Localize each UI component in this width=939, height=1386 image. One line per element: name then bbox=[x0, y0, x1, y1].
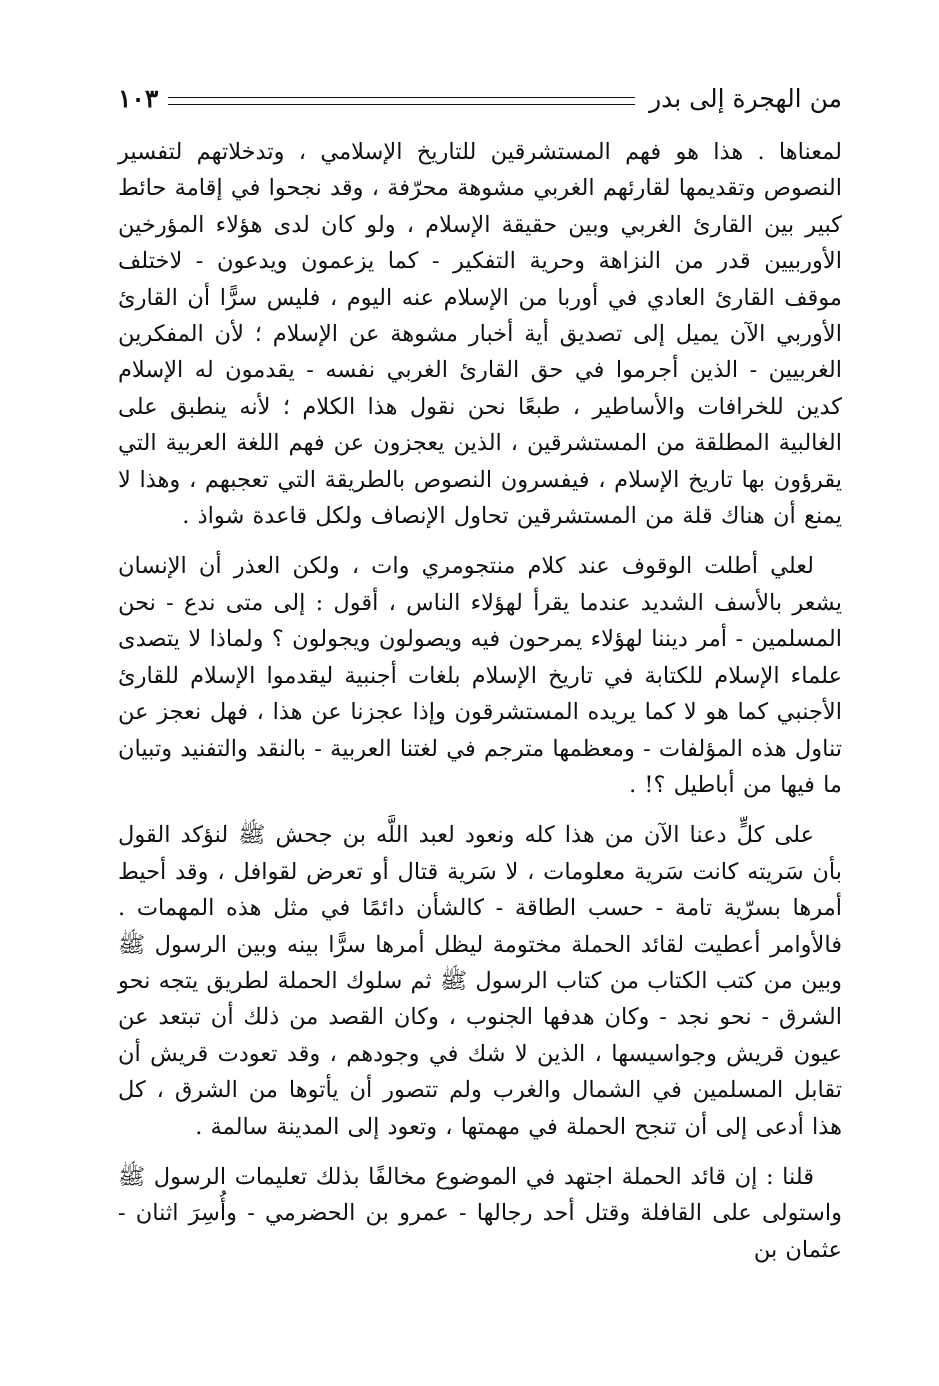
paragraph: لمعناها . هذا هو فهم المستشرقين للتاريخ الإسلامي ، وتدخلاتهم لتفسير النصوص وتقديمها لقارئهم الغربي مشوهة محرّفة ، وقد نجحوا في إقامة حائط كبير بين القارئ الغربي وبين حقيقة الإسلام ، ولو كان لدى هؤلاء المؤرخين الأوربيين قدر من النزاهة وحرية التفكير - كما يزعمون ويدعون - لاختلف موقف القارئ العادي في أوربا من الإسلام عنه اليوم ، فليس سرًّا أن القارئ الأوربي الآن يميل إلى تصديق أية أخبار مشوهة عن الإسلام ؛ لأن المفكرين الغربيين - الذين أجرموا في حق القارئ الغربي نفسه - يقدمون له الإسلام كدين للخرافات والأساطير ، طبعًا نحن نقول هذا الكلام ؛ لأنه ينطبق على الغالبية المطلقة من المستشرقين ، الذين يعجزون عن فهم اللغة العربية التي يقرؤون بها تاريخ الإسلام ، فيفسرون النصوص بالطريقة التي تعجبهم ، وهذا لا يمنع أن هناك قلة من المستشرقين تحاول الإنصاف ولكل قاعدة شواذ . bbox=[118, 139, 842, 530]
body-text bbox=[118, 134, 842, 1268]
book-page bbox=[118, 72, 842, 1362]
running-head bbox=[118, 72, 842, 124]
paragraph: لعلي أطلت الوقوف عند كلام منتجومري وات ، ولكن العذر أن الإنسان يشعر بالأسف الشديد عندما يقرأ لهؤلاء الناس ، أقول : إلى متى ندع - نحن المسلمين - أمر ديننا لهؤلاء يمرحون فيه ويصولون ويجولون ؟ ولماذا لا يتصدى علماء الإسلام للكتابة في تاريخ الإسلام بلغات أجنبية ليقدموا الإسلام للقارئ الأجنبي كما هو لا كما يريده المستشرقون وإذا عجزنا عن هذا ، فهل نعجز عن تناول هذه المؤلفات - ومعظمها مترجم في لغتنا العربية - بالنقد والتفنيد وتبيان ما فيها من أباطيل ؟! . bbox=[118, 553, 842, 798]
chapter-title: من الهجرة إلى بدر bbox=[649, 83, 842, 113]
paragraph: قلنا : إن قائد الحملة اجتهد في الموضوع مخالفًا بذلك تعليمات الرسول ﷺ واستولى على القافلة وقتل أحد رجالها - عمرو بن الحضرمي - وأُسِرَ اثنان - عثمان بن bbox=[118, 1163, 842, 1263]
header-rule bbox=[168, 97, 635, 105]
page-number: ١٠٣ bbox=[118, 83, 159, 113]
paragraph: على كلٍّ دعنا الآن من هذا كله ونعود لعبد اللَّه بن جحش ﷺ لنؤكد القول بأن سَريته كانت سَرية معلومات ، لا سَرية قتال أو تعرض لقوافل ، وقد أحيط أمرها بسرّية تامة - حسب الطاقة - كالشأن دائمًا في مثل هذه المهمات . فالأوامر أعطيت لقائد الحملة مختومة ليظل أمرها سرًّا بينه وبين الرسول ﷺ وبين من كتب الكتاب من كتاب الرسول ﷺ ثم سلوك الحملة لطريق يتجه نحو الشرق - نحو نجد - وكان هدفها الجنوب ، وكان القصد من ذلك أن تبتعد عن عيون قريش وجواسيسها ، الذين لا شك في وجودهم ، وقد تعودت قريش أن تقابل المسلمين في الشمال والغرب ولم تتصور أن يأتوها من الشرق ، كل هذا أدعى إلى أن تنجح الحملة في مهمتها ، وتعود إلى المدينة سالمة . bbox=[118, 822, 842, 1140]
